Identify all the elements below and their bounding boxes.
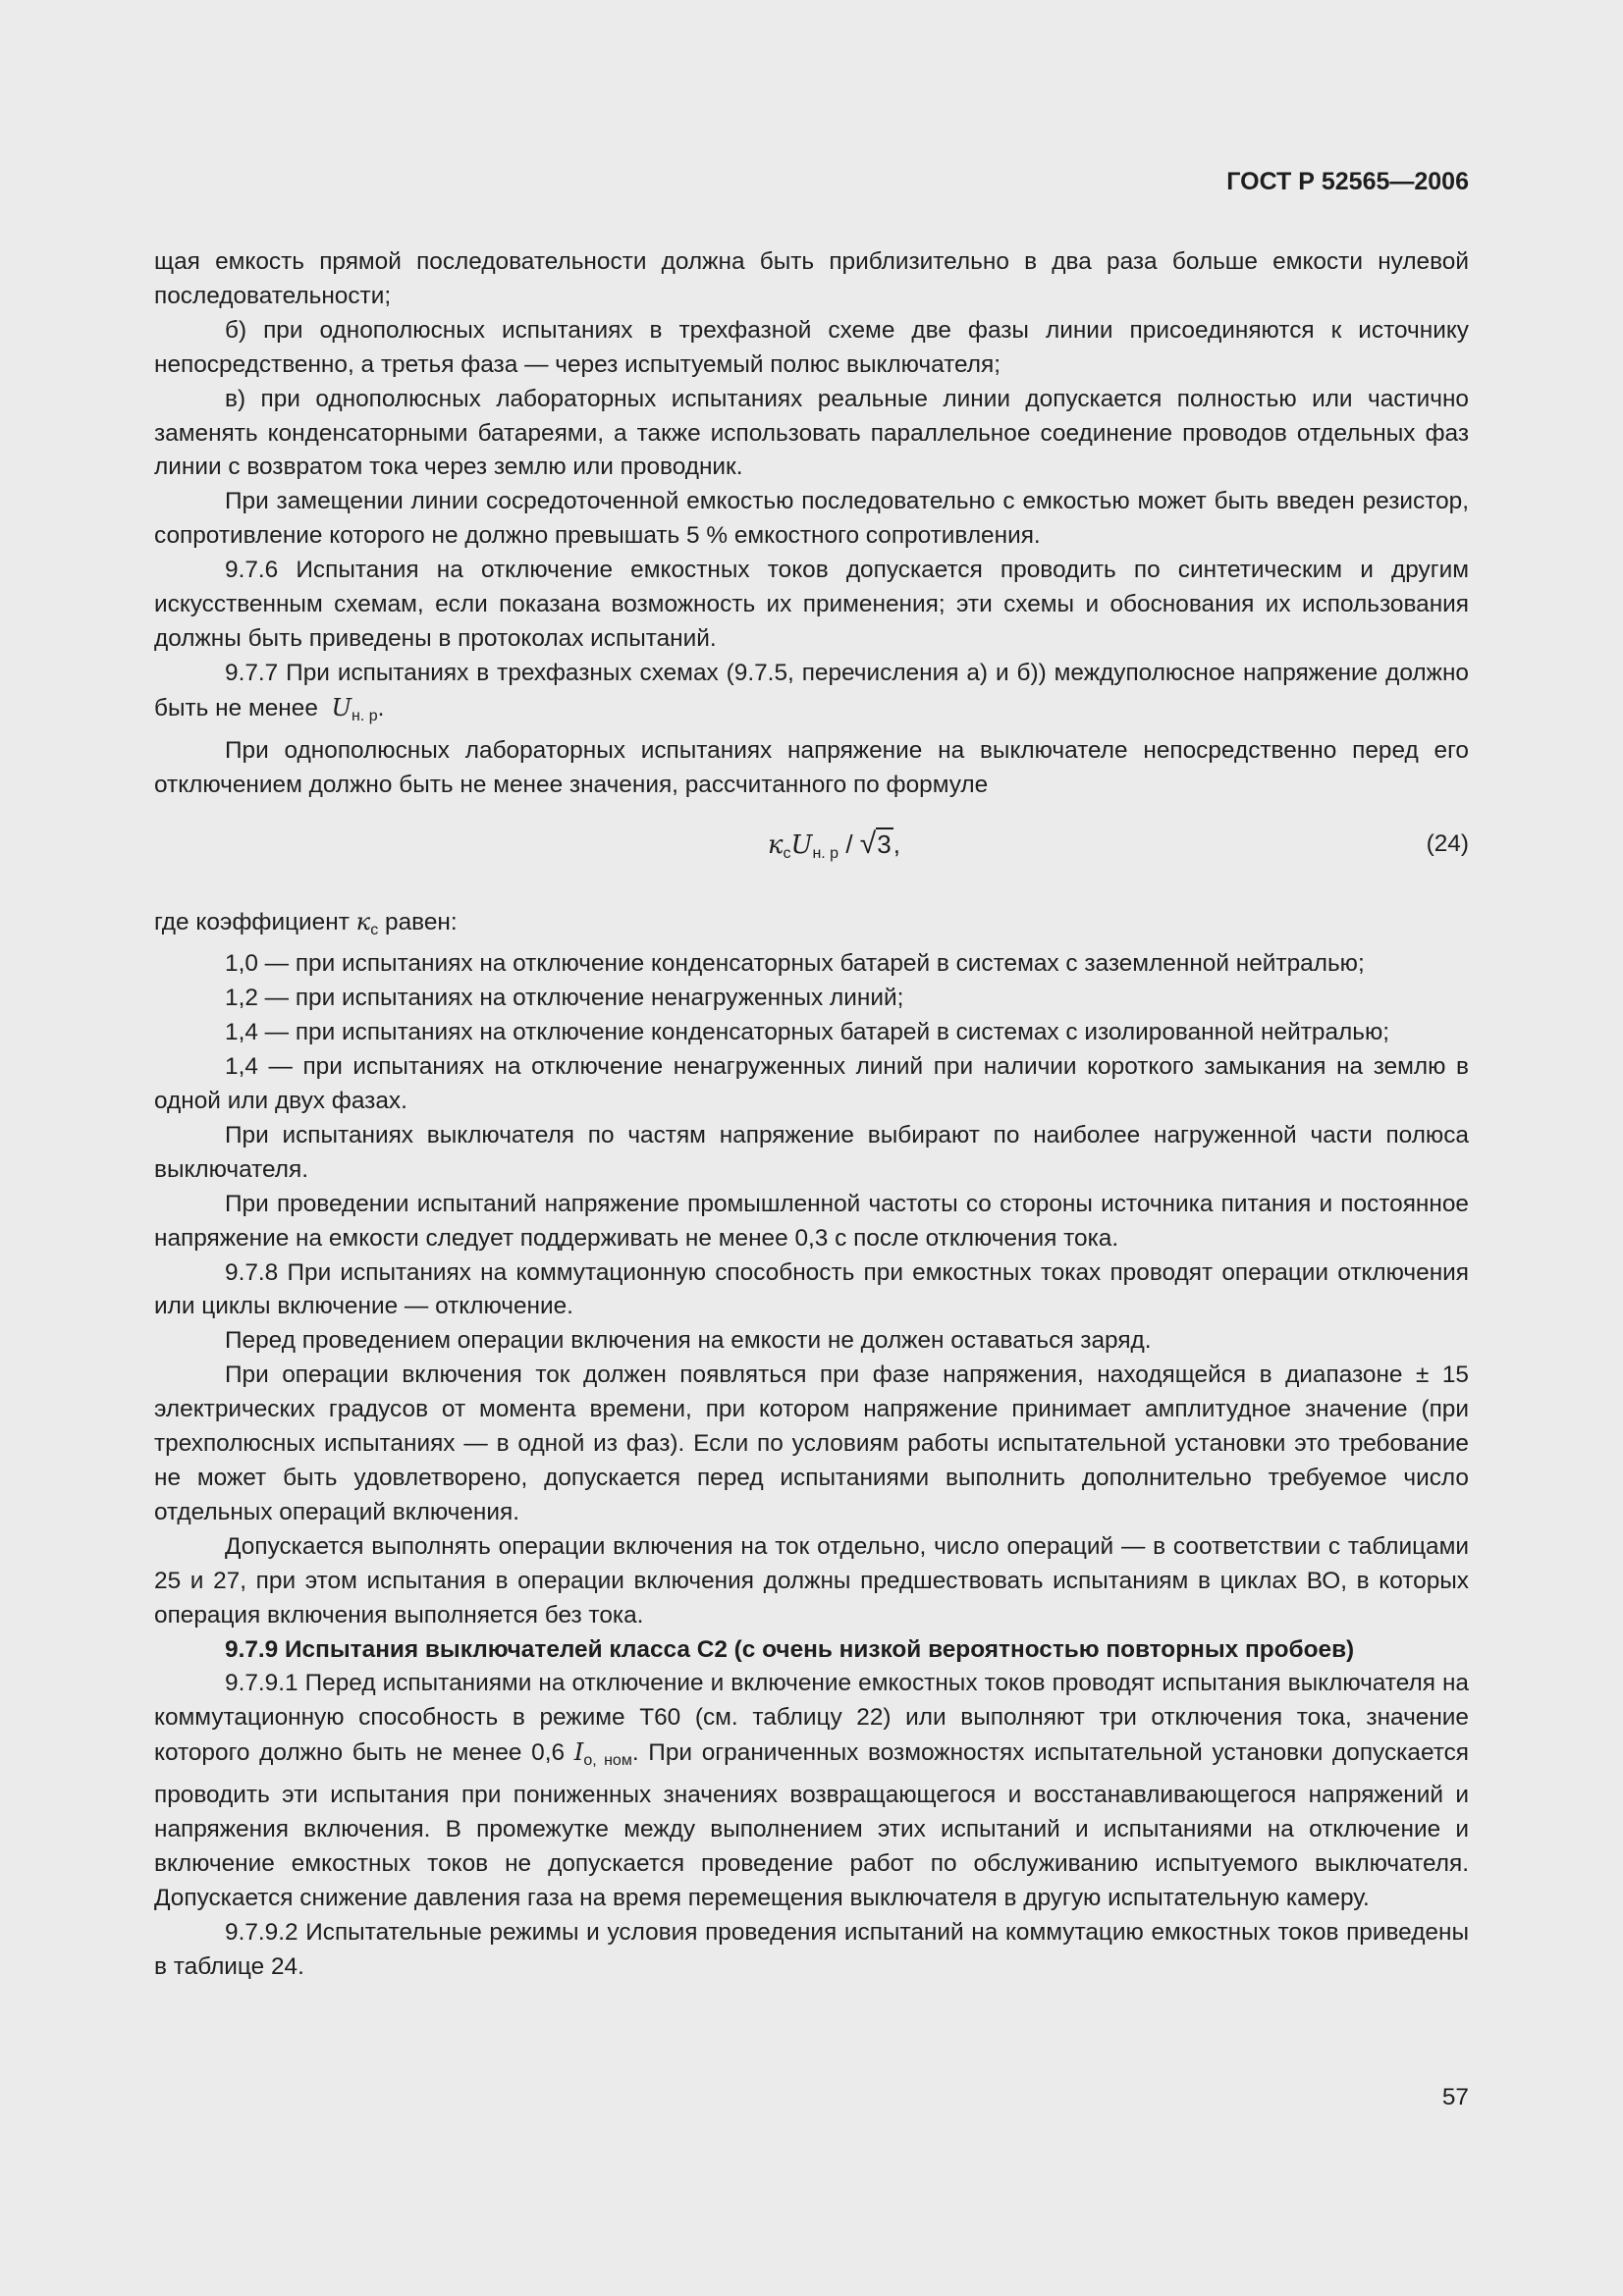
radicand: 3 [877,828,892,859]
paragraph: 1,2 — при испытаниях на отключение ненагруженных линий; [225,985,904,1012]
paragraph-text: равен: [385,908,458,935]
symbol-i: I [573,1737,584,1767]
paragraph: 9.7.8 При испытаниях на коммутационную способность при емкостных токах проводят операции отключения или циклы включение — отключение. [154,1258,1469,1320]
paragraph: 1,4 — при испытаниях на отключение ненагруженных линий при наличии короткого замыкания на землю в одной или двух фазах. [154,1053,1469,1115]
paragraph: в) при однополюсных лабораторных испытаниях реальные линии допускается полностью или частично заменять конденсаторными батареями, а также использовать параллельное соединение проводов отдельных фаз линии с возвратом тока через землю или проводник. [154,385,1469,481]
paragraph: При операции включения ток должен появляться при фазе напряжения, находящейся в диапазоне ± 15 электрических градусов от момента времени, при котором напряжение принимает амплитудное значение (при трехполюсных испытаниях — в одной из фаз). Если по условиям работы испытательной установки это требование не может быть удовлетворено, допускается перед испытаниями выполнить дополнительно требуемое число отдельных операций включения. [154,1362,1469,1525]
paragraph: 1,4 — при испытаниях на отключение конденсаторных батарей в системах с изолированной нейтралью; [225,1019,1390,1046]
paragraph: щая емкость прямой последовательности должна быть приблизительно в два раза больше емкости нулевой последовательности; [154,248,1469,309]
paragraph: При проведении испытаний напряжение промышленной частоты со стороны источника питания и постоянное напряжение на емкости следует поддерживать не менее 0,3 с после отключения тока. [154,1190,1469,1252]
paragraph-text: 9.7.7 При испытаниях в трехфазных схемах (9.7.5, перечисления а) и б)) междуполюсное напряжение должно быть не менее [154,659,1469,721]
paragraph: При испытаниях выключателя по частям напряжение выбирают по наиболее нагруженной части полюса выключателя. [154,1121,1469,1183]
paragraph-text: . При ограниченных возможностях испытательной установки допускается проводить эти испытания при пониженных значениях возвращающегося и восстанавливающегося напряжений и напряжения включения. В промежутке между выполнением этих испытаний и испытаниями на отключение и включение емкостных токов не допускается проведение работ по обслуживанию испытуемого выключателя. Допускается снижение давления газа на время перемещения выключателя в другую испытательную камеру. [154,1739,1469,1911]
paragraph-text: . [377,694,385,721]
page-number: 57 [1441,2084,1469,2110]
paragraph: Допускается выполнять операции включения на ток отдельно, число операций — в соответствии с таблицами 25 и 27, при этом испытания в операции включения должны предшествовать испытаниям в циклах ВО, в которых операция включения выполняется без тока. [154,1532,1469,1629]
paragraph: 9.7.9.2 Испытательные режимы и условия проведения испытаний на коммутацию емкостных токов приведены в таблице 24. [154,1918,1469,1980]
formula-expression [768,825,900,874]
symbol-u-subscript: н. р [812,844,839,862]
document-code: ГОСТ Р 52565—2006 [1226,168,1469,195]
paragraph [154,905,1469,948]
formula-24 [154,817,1469,885]
symbol-k-subscript: с [783,844,791,862]
symbol-u: U [790,829,813,860]
paragraph: 1,0 — при испытаниях на отключение конденсаторных батарей в системах с заземленной нейтралью; [225,950,1365,978]
radical-glyph: √ [859,827,877,860]
document-body [154,245,1469,1985]
symbol-k: к [355,906,371,935]
symbol-k: к [768,829,784,860]
symbol-k-subscript: с [370,921,379,938]
paragraph: б) при однополюсных испытаниях в трехфазной схеме две фазы линии присоединяются к источнику непосредственно, а третья фаза — через испытуемый полюс выключателя; [154,316,1469,378]
paragraph: При однополюсных лабораторных испытаниях напряжение на выключателе непосредственно перед его отключением должно быть не менее значения, рассчитанного по формуле [154,736,1469,798]
formula-slash: / [845,828,853,859]
paragraph [154,1667,1469,1915]
paragraph-text: 9.7.9.1 Перед испытаниями на отключение и включение емкостных токов проводят испытания выключателя на коммутационную способность в режиме Т60 (см. таблицу 22) или выполняют три отключения тока, значение которого должно быть не менее 0,6 [154,1670,1469,1767]
symbol-u: U [331,692,352,721]
paragraph: 9.7.6 Испытания на отключение емкостных токов допускается проводить по синтетическим и другим искусственным схемам, если показана возможность их применения; эти схемы и обоснования их использования должны быть приведены в протоколах испытаний. [154,557,1469,652]
formula-tail: , [893,828,900,859]
paragraph [154,657,1469,734]
sqrt-sign [860,825,893,864]
paragraph: Перед проведением операции включения на емкости не должен оставаться заряд. [225,1327,1152,1355]
symbol-u-subscript: н. р [352,707,378,724]
paragraph: При замещении линии сосредоточенной емкостью последовательно с емкостью может быть введен резистор, сопротивление которого не должно превышать 5 % емкостного сопротивления. [154,488,1469,550]
paragraph-text: где коэффициент [154,908,350,935]
formula-number: (24) [1426,829,1469,857]
section-heading: 9.7.9 Испытания выключателей класса С2 (с очень низкой вероятностью повторных пробоев) [225,1635,1355,1663]
symbol-i-subscript: о, ном [583,1752,632,1770]
